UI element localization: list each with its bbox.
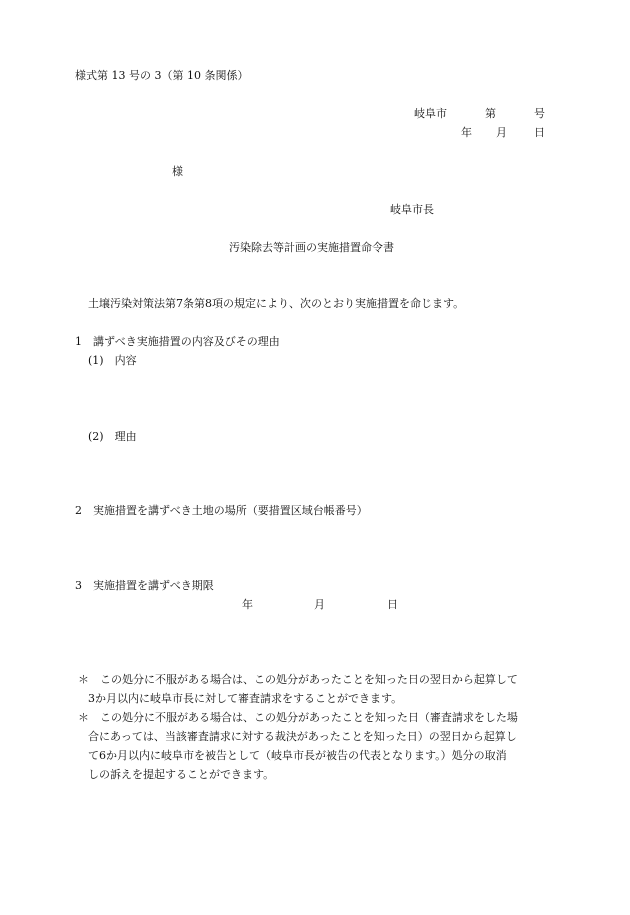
header-year: 年	[461, 126, 472, 139]
note-2-text-1: この処分に不服がある場合は、この処分があったことを知った日（審査請求をした場	[100, 711, 518, 724]
document-title: 汚染除去等計画の実施措置命令書	[229, 241, 394, 254]
note-1-line-2: 3か月以内に岐阜市長に対して審査請求をすることができます。	[88, 692, 403, 705]
header-go: 号	[534, 107, 545, 120]
header-city: 岐阜市	[414, 107, 447, 120]
form-number: 様式第 13 号の 3（第 10 条関係）	[75, 69, 249, 82]
section-2-heading: 2 実施措置を講ずべき土地の場所（要措置区域台帳番号）	[75, 504, 368, 517]
section-3-year: 年	[242, 598, 253, 611]
section-1-heading: 1 講ずべき実施措置の内容及びその理由	[75, 335, 280, 348]
note-2-line-3: て6か月以内に岐阜市を被告として（岐阜市長が被告の代表となります。）処分の取消	[88, 749, 507, 762]
header-month: 月	[496, 126, 507, 139]
section-1-2-heading: (2) 理由	[88, 430, 137, 443]
intro-text: 土壌汚染対策法第7条第8項の規定により、次のとおり実施措置を命じます。	[88, 297, 465, 310]
header-day: 日	[534, 126, 545, 139]
section-3-month: 月	[314, 598, 325, 611]
note-1-line-1	[78, 673, 518, 686]
note-mark: ＊	[78, 711, 89, 724]
note-mark: ＊	[78, 673, 89, 686]
section-3-heading: 3 実施措置を講ずべき期限	[75, 579, 214, 592]
section-1-1-heading: (1) 内容	[88, 354, 137, 367]
note-2-line-4: しの訴えを提起することができます。	[88, 768, 275, 781]
addressee-suffix: 様	[172, 165, 183, 178]
note-2-line-2: 合にあっては、当該審査請求に対する裁決があったことを知った日）の翌日から起算し	[88, 730, 517, 743]
note-1-text-1: この処分に不服がある場合は、この処分があったことを知った日の翌日から起算して	[100, 673, 518, 686]
note-2-line-1	[78, 711, 518, 724]
section-3-day: 日	[387, 598, 398, 611]
header-dai: 第	[485, 107, 496, 120]
issuer: 岐阜市長	[390, 203, 434, 216]
